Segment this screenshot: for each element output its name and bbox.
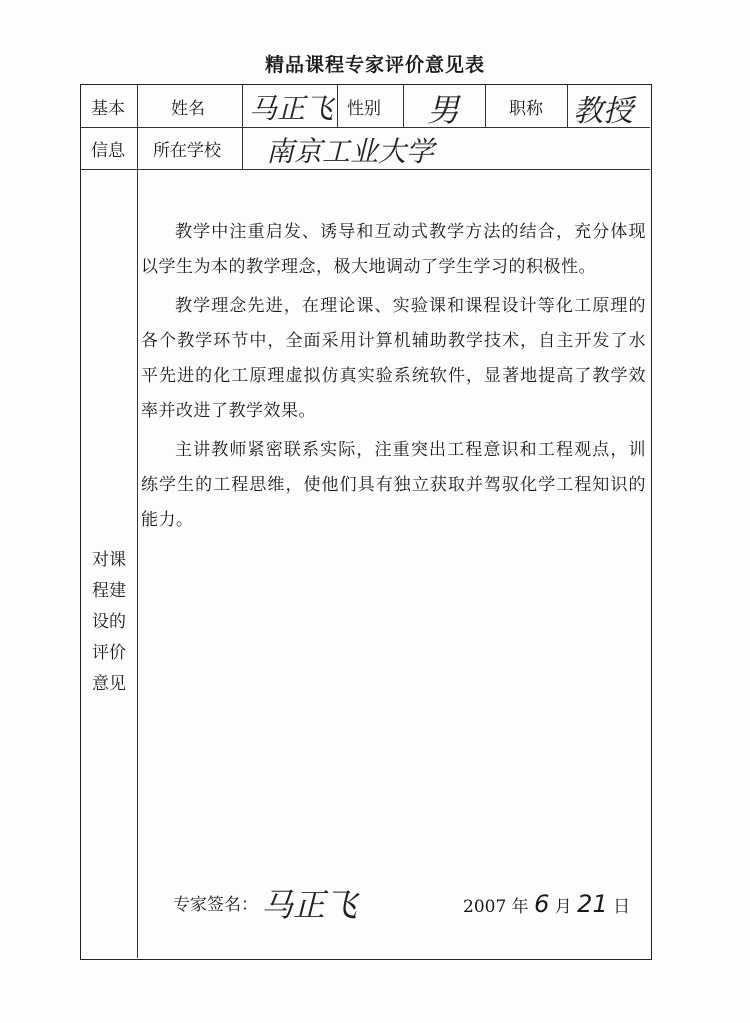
date-month-unit: 月 [554, 897, 572, 917]
col-divider-1 [137, 85, 138, 958]
date-year: 2007 [463, 897, 507, 917]
evaluation-paragraph: 教学理念先进，在理论课、实验课和课程设计等化工原理的各个教学环节中，全面采用计算机辅助教学技术，自主开发了水平先进的化工原理虚拟仿真实验系统软件，显著地提高了教学效率并改进了教学效果。 [141, 296, 646, 421]
basic-info-label-2: 信息 [91, 141, 125, 161]
side-label-line: 评价 [92, 643, 126, 663]
school-label: 所在学校 [153, 141, 221, 161]
name-value: 马正飞 [249, 92, 334, 125]
signature-label: 专家签名： [173, 895, 258, 915]
gender-value: 男 [427, 91, 460, 129]
school-value: 南京工业大学 [266, 135, 435, 168]
title-label: 职称 [509, 99, 543, 119]
date-year-unit: 年 [511, 897, 529, 917]
evaluation-text [141, 215, 646, 542]
side-label-line: 程建 [92, 581, 126, 601]
row-divider-1 [81, 127, 650, 128]
evaluation-form [80, 84, 652, 960]
col-divider-3 [337, 85, 338, 127]
basic-info-label-1: 基本 [91, 99, 125, 119]
side-label-line: 设的 [92, 612, 126, 632]
col-divider-4 [403, 85, 404, 127]
evaluation-paragraph: 主讲教师紧密联系实际，注重突出工程意识和工程观点，训练学生的工程思维，使他们具有独立获取并驾驭化学工程知识的能力。 [141, 440, 646, 530]
col-divider-2 [242, 85, 243, 169]
date-day: 21 [577, 890, 608, 918]
title-value: 教授 [573, 94, 633, 129]
side-label-line: 意见 [92, 674, 126, 694]
date-month: 6 [534, 890, 550, 918]
signature-value: 马正飞 [261, 886, 358, 924]
name-label: 姓名 [171, 99, 205, 119]
evaluation-paragraph: 教学中注重启发、诱导和互动式教学方法的结合，充分体现以学生为本的教学理念，极大地调动了学生学习的积极性。 [141, 222, 646, 277]
side-label-line: 对课 [92, 550, 126, 570]
form-title: 精品课程专家评价意见表 [264, 54, 485, 76]
col-divider-5 [485, 85, 486, 127]
date-day-unit: 日 [613, 897, 631, 917]
evaluation-side-label [81, 545, 137, 700]
col-divider-6 [567, 85, 568, 127]
gender-label: 性别 [347, 99, 381, 119]
signature-date [463, 890, 630, 918]
